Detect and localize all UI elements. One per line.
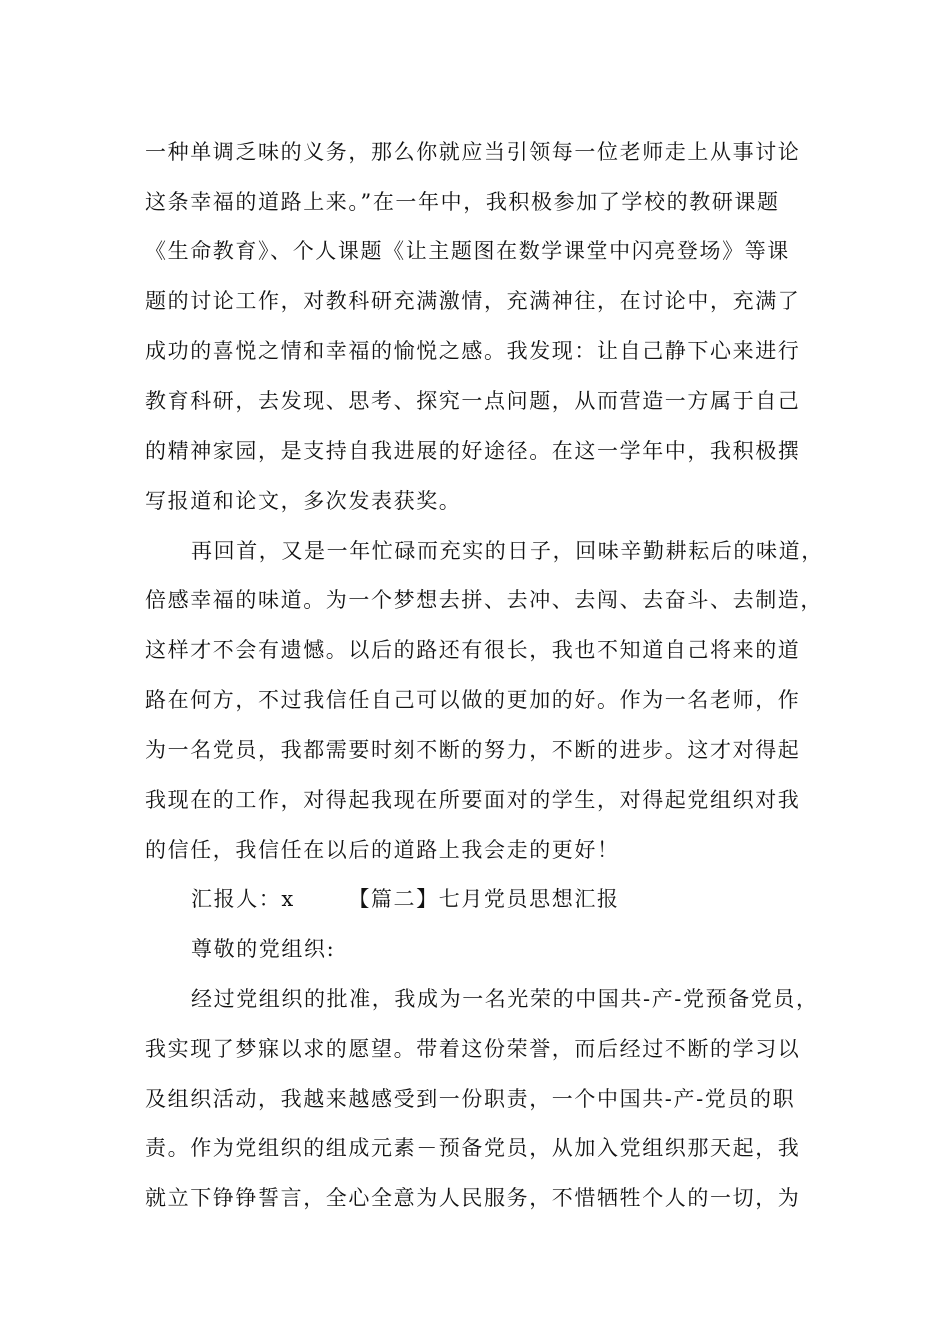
body-text-line: 及组织活动，我越来越感受到一份职责，一个中国共-产-党员的职	[145, 1087, 796, 1111]
paragraph-start-line: 再回首，又是一年忙碌而充实的日子，回味辛勤耕耘后的味道，	[191, 539, 824, 563]
body-text-line: 一种单调乏味的义务，那么你就应当引领每一位老师走上从事讨论	[145, 140, 801, 164]
body-text-line: 题的讨论工作，对教科研充满激情，充满神往，在讨论中，充满了	[145, 289, 801, 313]
body-text-line: 成功的喜悦之情和幸福的愉悦之感。我发现：让自己静下心来进行	[145, 339, 801, 363]
body-text-line: 路在何方，不过我信任自己可以做的更加的好。作为一名老师，作	[145, 688, 801, 712]
body-text-line: 责。作为党组织的组成元素－预备党员，从加入党组织那天起，我	[145, 1136, 801, 1160]
body-text-line: 这条幸福的道路上来。”在一年中，我积极参加了学校的教研课题	[145, 190, 780, 214]
body-text-line: 就立下铮铮誓言，全心全意为人民服务，不惜牺牲个人的一切，为	[145, 1186, 801, 1210]
reporter-and-section-heading: 汇报人：x 【篇二】七月党员思想汇报	[191, 887, 620, 911]
body-text-line: 的信任，我信任在以后的道路上我会走的更好！	[145, 838, 620, 862]
salutation: 尊敬的党组织:	[191, 937, 336, 961]
body-text-line: 我现在的工作，对得起我现在所要面对的学生，对得起党组织对我	[145, 788, 801, 812]
body-text-line: 《生命教育》、个人课题《让主题图在数学课堂中闪亮登场》等课	[145, 239, 790, 263]
body-text-line: 倍感幸福的味道。为一个梦想去拼、去冲、去闯、去奋斗、去制造，	[145, 588, 823, 612]
body-text-line: 我实现了梦寐以求的愿望。带着这份荣誉，而后经过不断的学习以	[145, 1037, 801, 1061]
body-text-line: 的精神家园，是支持自我进展的好途径。在这一学年中，我积极撰	[145, 439, 801, 463]
body-text-line: 教育科研，去发现、思考、探究一点问题，从而营造一方属于自己	[145, 389, 801, 413]
body-text-line: 这样才不会有遗憾。以后的路还有很长，我也不知道自己将来的道	[145, 638, 801, 662]
body-text-line: 为一名党员，我都需要时刻不断的努力，不断的进步。这才对得起	[145, 738, 801, 762]
body-text-line: 写报道和论文，多次发表获奖。	[145, 489, 462, 513]
paragraph-start-line: 经过党组织的批准，我成为一名光荣的中国共-产-党预备党员，	[191, 987, 819, 1011]
